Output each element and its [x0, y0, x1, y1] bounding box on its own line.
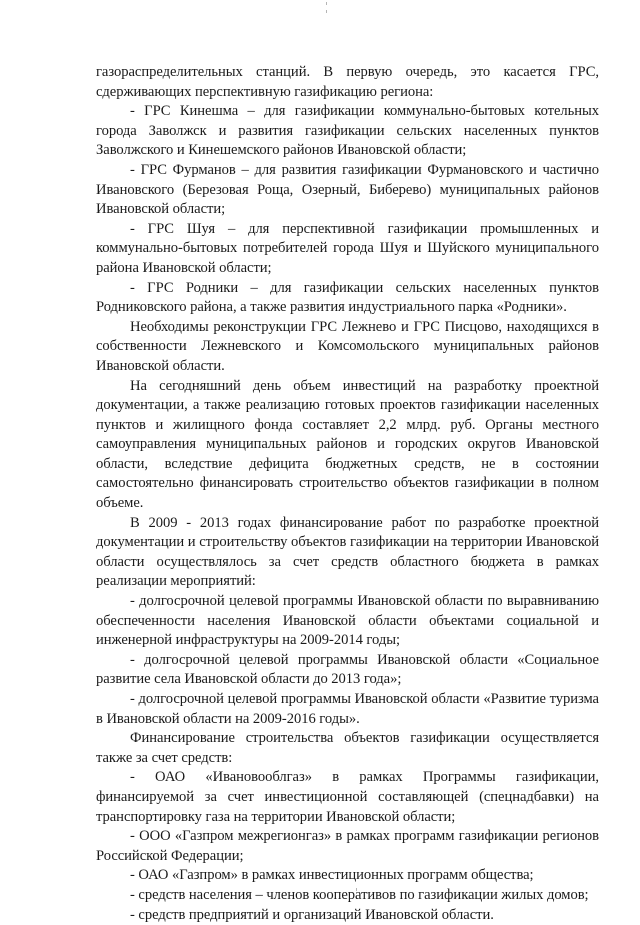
paragraph: газораспределительных станций. В первую очередь, это касается ГРС, сдерживающих перспективную газификацию региона:	[96, 64, 599, 100]
scan-artifact	[326, 2, 327, 5]
scan-artifact	[326, 10, 327, 13]
list-item: - ГРС Кинешма – для газификации коммунально-бытовых котельных города Заволжск и развития газификации сельских населенных пунктов Заволжского и Кинешемского районов Ивановской области;	[96, 103, 599, 159]
list-item: - средств предприятий и организаций Ивановской области.	[130, 906, 494, 923]
paragraph: В 2009 - 2013 годах финансирование работ по разработке проектной документации и строительству объектов газификации на территории Ивановской области осуществлялось за счет средств областного бюджета в рамках реализации мероприятий:	[96, 514, 599, 590]
paragraph: Необходимы реконструкции ГРС Лежнево и ГРС Писцово, находящихся в собственности Лежневского и Комсомольского муниципальных районов Ивановской области.	[96, 318, 599, 374]
list-item: - ОАО «Газпром» в рамках инвестиционных программ общества;	[130, 867, 534, 884]
document-body	[96, 63, 599, 925]
list-item: - долгосрочной целевой программы Ивановской области «Развитие туризма в Ивановской области на 2009-2016 годы».	[96, 691, 599, 727]
list-item: - ГРС Шуя – для перспективной газификации промышленных и коммунально-бытовых потребителей города Шуя и Шуйского муниципального района Ивановской области;	[96, 220, 599, 276]
list-item: - долгосрочной целевой программы Ивановской области по выравниванию обеспеченности населения Ивановской области объектами социальной и инженерной инфраструктуры на 2009-2014 годы;	[96, 593, 599, 649]
list-item: - ООО «Газпром межрегионгаз» в рамках программ газификации регионов Российской Федерации;	[96, 828, 599, 864]
list-item: - долгосрочной целевой программы Ивановской области «Социальное развитие села Ивановской области до 2013 года»;	[96, 651, 599, 688]
list-item: - ОАО «Ивановооблгаз» в рамках Программы газификации, финансируемой за счет инвестиционной составляющей (спецнадбавки) на транспортировку газа на территории Ивановской области;	[96, 769, 599, 825]
paragraph: Финансирование строительства объектов газификации осуществляется также за счет средств:	[96, 730, 599, 766]
paragraph: На сегодняшний день объем инвестиций на разработку проектной документации, а также реализацию готовых проектов газификации населенных пунктов и жилищного фонда составляет 2,2 млрд. руб. Органы местного самоуправления муниципальных районов и городских округов Ивановской области, вследствие дефицита бюджетных средств, не в состоянии самостоятельно финансировать строительство объектов газификации в полном объеме.	[96, 377, 599, 512]
list-item: - ГРС Фурманов – для развития газификации Фурмановского и частично Ивановского (Березовая Роща, Озерный, Биберево) муниципальных районов Ивановской области;	[96, 161, 599, 218]
list-item: - ГРС Родники – для газификации сельских населенных пунктов Родниковского района, а также развития индустриального парка «Родники».	[96, 279, 599, 316]
list-item: - средств населения – членов кооперативов по газификации жилых домов;	[130, 886, 589, 903]
